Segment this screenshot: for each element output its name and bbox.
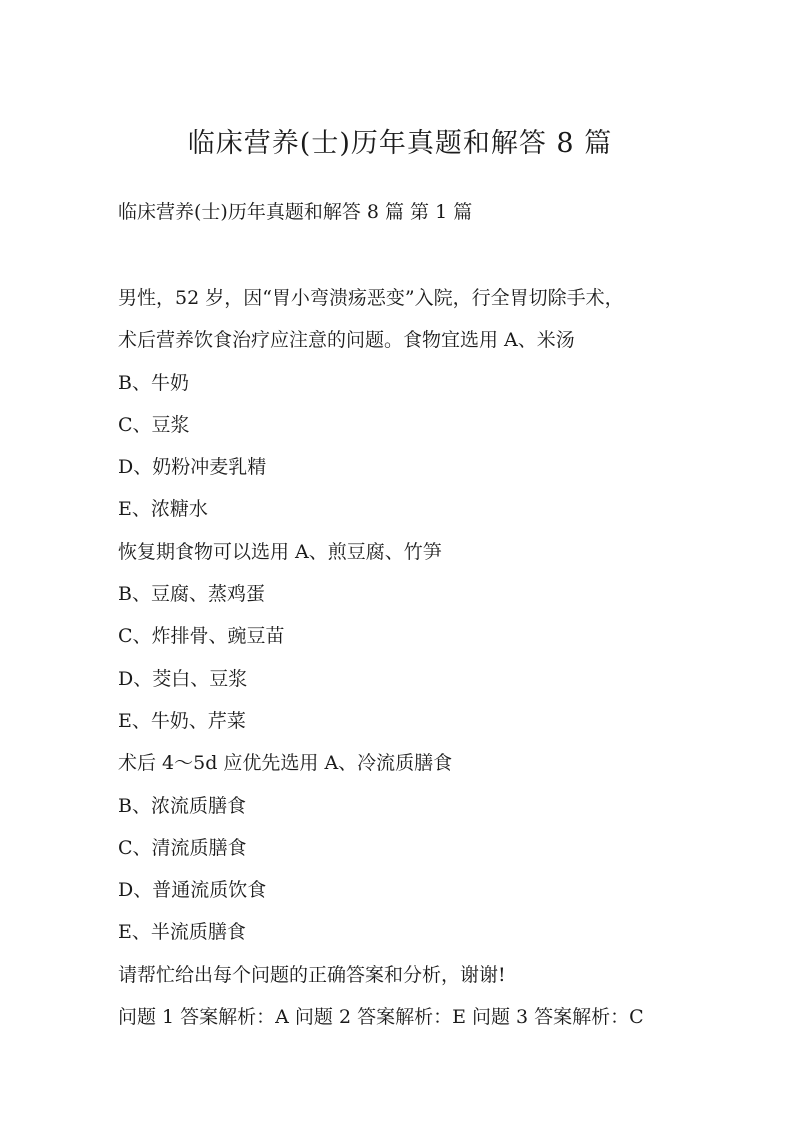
document-subtitle: 临床营养(士)历年真题和解答 8 篇 第 1 篇 [118,201,473,223]
document-body [118,283,718,1044]
text-line: C、清流质膳食 [118,836,247,859]
text-line: C、炸排骨、豌豆苗 [118,625,285,648]
text-line: 术后 4～5d 应优先选用 A、冷流质膳食 [118,752,453,775]
text-line: B、浓流质膳食 [118,794,246,817]
text-line: B、豆腐、蒸鸡蛋 [118,583,265,606]
text-line: E、浓糖水 [118,498,208,521]
text-line: 请帮忙给出每个问题的正确答案和分析，谢谢! [118,963,506,986]
text-line: D、奶粉冲麦乳精 [118,456,267,479]
text-line: 术后营养饮食治疗应注意的问题。食物宜选用 A、米汤 [118,329,575,352]
text-line: E、半流质膳食 [118,921,246,944]
text-line: C、豆浆 [118,413,190,436]
text-line: 问题 1 答案解析：A 问题 2 答案解析：E 问题 3 答案解析：C [118,1006,644,1029]
text-line: D、茭白、豆浆 [118,667,248,690]
text-line: D、普通流质饮食 [118,879,267,902]
text-line: 恢复期食物可以选用 A、煎豆腐、竹笋 [118,540,442,563]
document-title: 临床营养(士)历年真题和解答 8 篇 [187,128,613,159]
text-line: E、牛奶、芹菜 [118,709,246,732]
text-line: 男性，52 岁，因“胃小弯溃疡恶变”入院，行全胃切除手术， [118,287,624,309]
text-line: B、牛奶 [118,371,189,394]
